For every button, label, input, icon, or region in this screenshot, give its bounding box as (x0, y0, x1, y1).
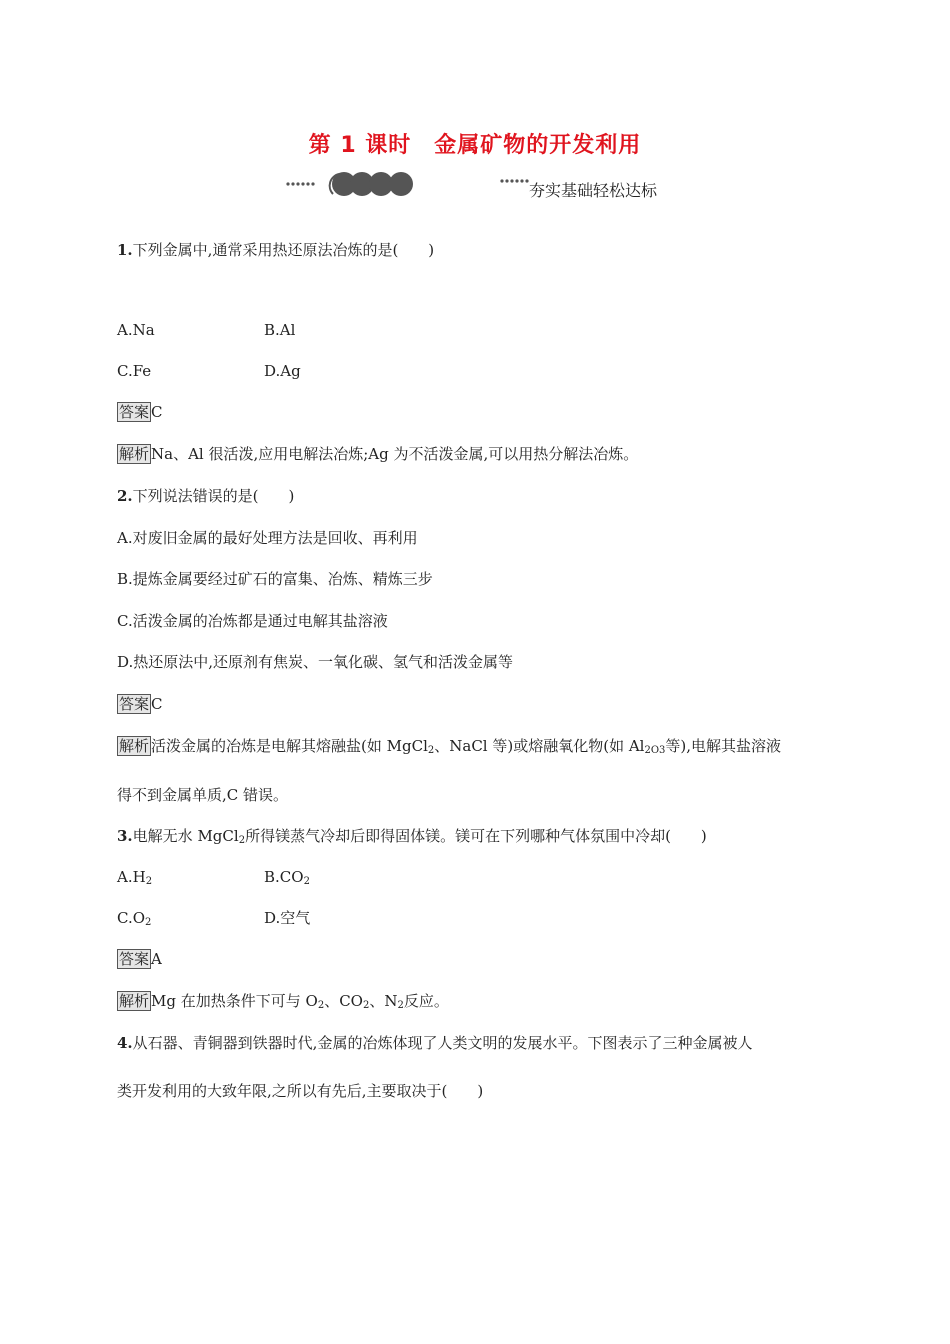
analysis-tag: 解析 (119, 992, 150, 1010)
answer-value: A (151, 950, 162, 968)
q3-option-d: D.空气 (264, 909, 311, 927)
q1-option-a: A.Na (117, 321, 155, 339)
q3-answer (117, 949, 162, 969)
question-4-stem (117, 1033, 752, 1053)
q2-option-a: A.对废旧金属的最好处理方法是回收、再利用 (117, 529, 418, 547)
answer-value: C (151, 695, 163, 713)
q2-analysis-continued: 得不到金属单质,C 错误。 (117, 786, 289, 804)
question-4-stem-continued: 类开发利用的大致年限,之所以有先后,主要取决于( ) (117, 1082, 484, 1100)
q1-option-d: D.Ag (264, 362, 301, 380)
q1-analysis (117, 444, 638, 464)
question-1-stem (117, 240, 434, 260)
question-number: 3. (117, 827, 133, 845)
question-2-stem (117, 486, 294, 506)
answer-value: C (151, 403, 163, 421)
q3-option-b: $B.CO_2$ (264, 868, 310, 887)
question-number: 2. (117, 487, 133, 505)
q1-option-b: B.Al (264, 321, 296, 339)
section-banner-label: 夯实基础轻松达标 (529, 181, 658, 200)
answer-tag: 答案 (119, 403, 150, 421)
q2-answer (117, 694, 163, 714)
q3-analysis: 解析 Mg 在加热条件下可与 $O_2$、$CO_2$、$N_2$反应。 (119, 992, 449, 1011)
question-number: 4. (117, 1034, 133, 1052)
question-3-stem: 3.电解无水 MgCl$_2$所得镁蒸气冷却后即得固体镁。镁可在下列哪种气体氛围中冷却( ) (117, 827, 707, 846)
answer-tag: 答案 (119, 695, 150, 713)
q2-option-c: C.活泼金属的冶炼都是通过电解其盐溶液 (117, 612, 388, 630)
q1-answer (117, 402, 163, 422)
analysis-tag: 解析 (119, 737, 150, 755)
lesson-title: 第 1 课时 金属矿物的开发利用 (308, 133, 642, 158)
question-text: 下列金属中,通常采用热还原法冶炼的是( ) (132, 241, 435, 259)
question-number: 1. (117, 241, 133, 259)
analysis-tag: 解析 (119, 445, 150, 463)
answer-tag: 答案 (119, 950, 150, 968)
q1-option-c: C.Fe (117, 362, 152, 380)
analysis-text: Na、Al 很活泼,应用电解法冶炼;Ag 为不活泼金属,可以用热分解法冶炼。 (151, 445, 639, 463)
question-text: 下列说法错误的是( ) (132, 487, 295, 505)
q2-analysis: 解析 活泼金属的冶炼是电解其熔融盐(如 MgCl$_2$、NaCl 等)或熔融氧化物(如 $Al_{2O3}$等),电解其盐溶液 (119, 737, 782, 756)
question-text: 从石器、青铜器到铁器时代,金属的冶炼体现了人类文明的发展水平。下图表示了三种金属被人 (132, 1034, 753, 1052)
q3-option-a: $A.H_2$ (117, 868, 153, 887)
q2-option-b: B.提炼金属要经过矿石的富集、冶炼、精炼三步 (117, 570, 433, 588)
q2-option-d: D.热还原法中,还原剂有焦炭、一氧化碳、氢气和活泼金属等 (117, 653, 514, 671)
q3-option-c: $C.O_2$ (117, 909, 152, 928)
